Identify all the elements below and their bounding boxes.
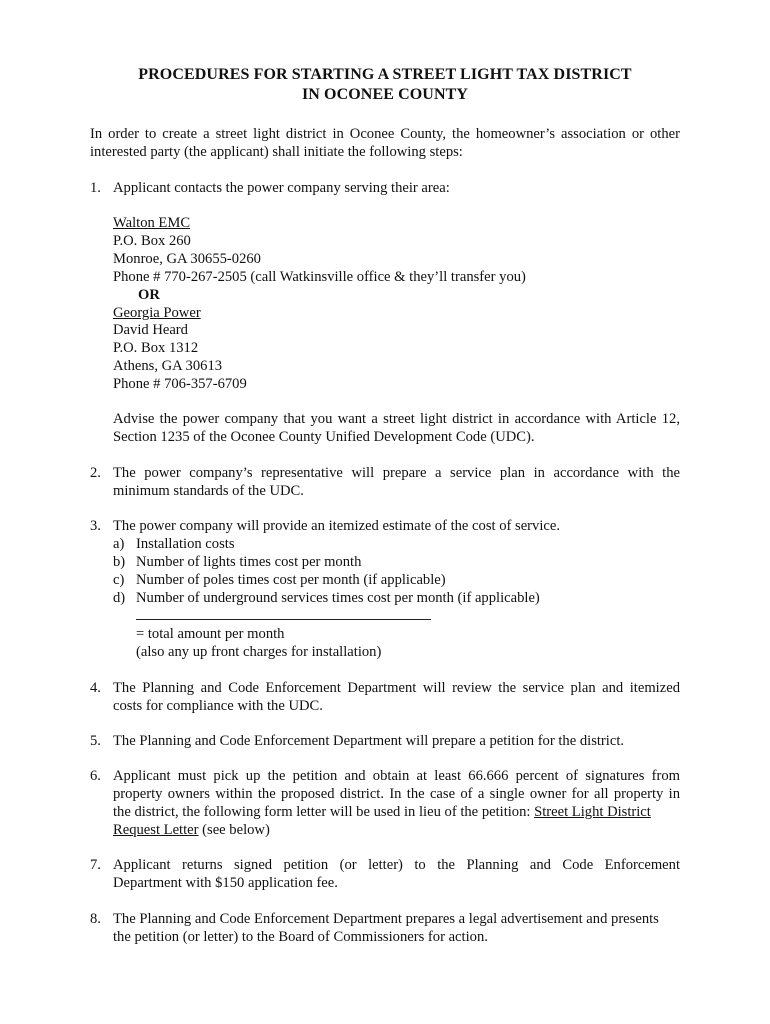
step-8-number: 8. <box>90 911 101 927</box>
step-3-item-d-label: d) <box>113 590 126 606</box>
request-letter-link: Request Letter <box>113 822 199 838</box>
street-light-district-letter-link: Street Light District <box>534 804 651 820</box>
step-1-number: 1. <box>90 180 101 196</box>
total-rule <box>136 619 431 620</box>
step-2-line-1: The power company’s representative will prepare a service plan in accordance with the <box>113 465 680 481</box>
step-2-line-2: minimum standards of the UDC. <box>113 483 304 499</box>
step-6-line-3-text: the district, the following form letter will be used in lieu of the petition: <box>113 804 535 820</box>
walton-emc-name: Walton EMC <box>113 215 191 231</box>
georgia-power-city: Athens, GA 30613 <box>113 358 223 374</box>
georgia-power-box: P.O. Box 1312 <box>113 340 199 356</box>
georgia-power-phone: Phone # 706-357-6709 <box>113 376 247 392</box>
step-6-line-3 <box>113 803 651 821</box>
step-7-number: 7. <box>90 857 101 873</box>
step-6-line-4 <box>113 821 270 839</box>
step-3-total: = total amount per month <box>136 626 285 642</box>
step-3-item-a-text: Installation costs <box>136 536 235 552</box>
step-3-number: 3. <box>90 518 101 534</box>
step-6-line-4-text: (see below) <box>198 822 270 838</box>
step-1-text: Applicant contacts the power company serving their area: <box>113 180 450 196</box>
step-4-number: 4. <box>90 680 101 696</box>
step-3-item-b-text: Number of lights times cost per month <box>136 554 362 570</box>
walton-emc-phone: Phone # 770-267-2505 (call Watkinsville office & they’ll transfer you) <box>113 269 526 285</box>
step-7-line-2: Department with $150 application fee. <box>113 875 338 891</box>
step-5-number: 5. <box>90 733 101 749</box>
step-3-item-b-label: b) <box>113 554 126 570</box>
advise-line-2: Section 1235 of the Oconee County Unified Development Code (UDC). <box>113 429 535 445</box>
title-line-1: PROCEDURES FOR STARTING A STREET LIGHT TAX DISTRICT <box>138 66 632 83</box>
georgia-power-contact: David Heard <box>113 322 188 338</box>
intro-line-2: interested party (the applicant) shall initiate the following steps: <box>90 144 463 160</box>
step-4-line-2: costs for compliance with the UDC. <box>113 698 323 714</box>
step-4-line-1: The Planning and Code Enforcement Department will review the service plan and itemized <box>113 680 680 696</box>
step-3-item-c-label: c) <box>113 572 125 588</box>
step-3-text: The power company will provide an itemized estimate of the cost of service. <box>113 518 560 534</box>
advise-line-1: Advise the power company that you want a street light district in accordance with Article 12, <box>113 411 680 427</box>
walton-emc-box: P.O. Box 260 <box>113 233 191 249</box>
step-6-line-1: Applicant must pick up the petition and obtain at least 66.666 percent of signatures from <box>113 768 680 784</box>
step-8-line-1: The Planning and Code Enforcement Department prepares a legal advertisement and presents <box>113 911 659 927</box>
step-3-item-a-label: a) <box>113 536 125 552</box>
or-separator: OR <box>138 287 160 303</box>
title-line-2: IN OCONEE COUNTY <box>301 86 469 103</box>
walton-emc-city: Monroe, GA 30655-0260 <box>113 251 261 267</box>
step-6-line-2: property owners within the proposed district. In the case of a single owner for all property in <box>113 786 680 802</box>
step-7-line-1: Applicant returns signed petition (or letter) to the Planning and Code Enforcement <box>113 857 680 873</box>
step-3-item-d-text: Number of underground services times cost per month (if applicable) <box>136 590 540 606</box>
step-8-line-2: the petition (or letter) to the Board of Commissioners for action. <box>113 929 488 945</box>
step-3-item-c-text: Number of poles times cost per month (if applicable) <box>136 572 446 588</box>
georgia-power-name: Georgia Power <box>113 305 201 321</box>
step-3-also: (also any up front charges for installation) <box>136 644 382 660</box>
step-5-text: The Planning and Code Enforcement Department will prepare a petition for the district. <box>113 733 625 749</box>
intro-line-1: In order to create a street light district in Oconee County, the homeowner’s association or other <box>90 126 680 142</box>
step-6-number: 6. <box>90 768 101 784</box>
step-2-number: 2. <box>90 465 101 481</box>
